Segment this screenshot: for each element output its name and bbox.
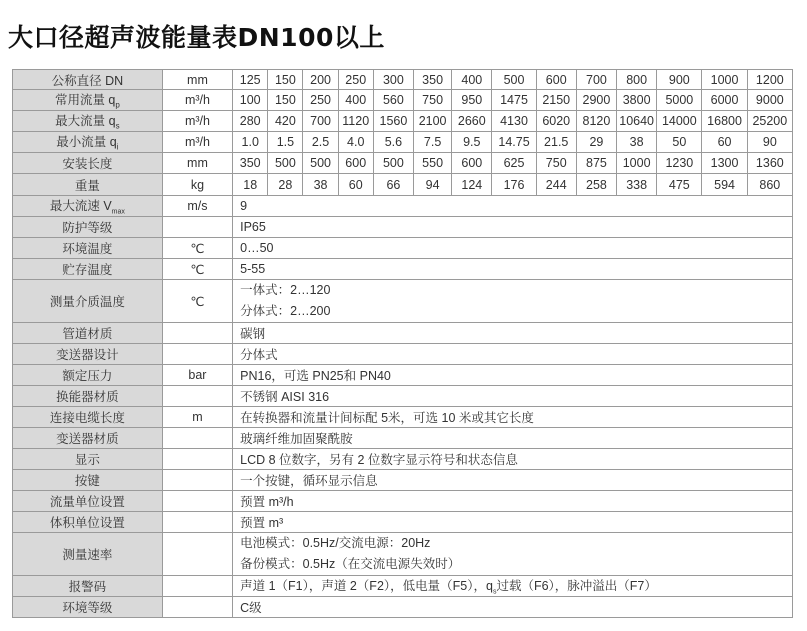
label-text: 环境等级: [62, 601, 113, 615]
value-cell: 950: [452, 90, 492, 111]
table-row: [13, 491, 793, 512]
label-text: 最大流量 q: [55, 114, 116, 129]
value-cell: 750: [414, 90, 452, 111]
value-cell: 4.0: [338, 132, 373, 153]
value-cell: 9.5: [452, 132, 492, 153]
table-row: [13, 407, 793, 428]
row-label: [13, 238, 163, 259]
label-subscript: i: [116, 142, 119, 152]
info-value-cell: [233, 280, 793, 323]
unit-cell: bar: [162, 365, 232, 386]
unit-cell: kg: [162, 174, 232, 196]
value-cell: 700: [576, 70, 616, 90]
row-label: [13, 449, 163, 470]
value-line: 电池模式：0.5Hz/交流电源：20Hz: [240, 536, 431, 550]
label-subscript: max: [111, 208, 125, 216]
label-text: 显示: [74, 453, 100, 467]
table-row: [13, 153, 793, 174]
value-cell: 10640: [617, 111, 657, 132]
value-cell: 2150: [536, 90, 576, 111]
value-cell: 150: [268, 70, 303, 90]
value-cell: 860: [747, 174, 792, 196]
value-cell: 7.5: [414, 132, 452, 153]
unit-cell: ℃: [162, 280, 232, 323]
table-row: [13, 533, 793, 576]
unit-cell: m/s: [162, 196, 232, 217]
unit-cell: [162, 386, 232, 407]
row-label: [13, 174, 163, 196]
table-row: [13, 470, 793, 491]
value-cell: 600: [452, 153, 492, 174]
table-row: [13, 174, 793, 196]
value-cell: 420: [268, 111, 303, 132]
unit-cell: m: [162, 407, 232, 428]
row-label: [13, 111, 163, 132]
value-cell: 1.5: [268, 132, 303, 153]
unit-cell: [162, 323, 232, 344]
info-value-cell: 在转换器和流量计间标配 5米，可选 10 米或其它长度: [233, 407, 793, 428]
value-cell: 400: [338, 90, 373, 111]
value-cell: 625: [492, 153, 536, 174]
row-label: [13, 280, 163, 323]
value-cell: 475: [657, 174, 702, 196]
label-text: 管道材质: [62, 327, 113, 341]
table-row: [13, 323, 793, 344]
info-value-cell: 玻璃纤维加固聚酰胺: [233, 428, 793, 449]
value-cell: 500: [268, 153, 303, 174]
label-text: 变送器材质: [56, 432, 119, 446]
unit-cell: m³/h: [162, 90, 232, 111]
table-row: [13, 512, 793, 533]
info-value-cell: [233, 533, 793, 576]
value-cell: 600: [536, 70, 576, 90]
unit-cell: mm: [162, 70, 232, 90]
label-text: 公称直径 DN: [51, 73, 124, 88]
label-text: 环境温度: [62, 242, 113, 256]
info-value-cell: IP65: [233, 217, 793, 238]
row-label: [13, 90, 163, 111]
value-cell: 350: [414, 70, 452, 90]
row-label: [13, 259, 163, 280]
value-cell: 350: [233, 153, 268, 174]
row-label: [13, 470, 163, 491]
label-text: 防护等级: [62, 221, 113, 235]
table-row: [13, 576, 793, 597]
value-cell: 100: [233, 90, 268, 111]
table-row: [13, 386, 793, 407]
value-cell: 600: [338, 153, 373, 174]
label-text: 流量单位设置: [49, 495, 125, 509]
value-cell: 1230: [657, 153, 702, 174]
value-cell: 500: [492, 70, 536, 90]
value-line: 分体式：2…200: [240, 304, 331, 318]
value-cell: 50: [657, 132, 702, 153]
value-cell: 60: [702, 132, 747, 153]
value-cell: 9000: [747, 90, 792, 111]
label-text: 额定压力: [62, 369, 113, 383]
table-row: [13, 259, 793, 280]
table-row: [13, 111, 793, 132]
row-label: [13, 196, 163, 217]
table-row: [13, 196, 793, 217]
value-cell: 29: [576, 132, 616, 153]
value-cell: 2900: [576, 90, 616, 111]
table-row: [13, 449, 793, 470]
value-cell: 1000: [617, 153, 657, 174]
label-subscript: s: [115, 121, 120, 131]
info-value-cell: LCD 8 位数字，另有 2 位数字显示符号和状态信息: [233, 449, 793, 470]
info-value-cell: C级: [233, 597, 793, 618]
value-cell: 560: [373, 90, 413, 111]
label-text: 按键: [74, 474, 100, 488]
value-cell: 1300: [702, 153, 747, 174]
unit-cell: [162, 470, 232, 491]
unit-cell: mm: [162, 153, 232, 174]
value-cell: 250: [303, 90, 338, 111]
value-cell: 38: [303, 174, 338, 196]
value-cell: 60: [338, 174, 373, 196]
value-cell: 700: [303, 111, 338, 132]
value-cell: 1.0: [233, 132, 268, 153]
row-label: [13, 323, 163, 344]
unit-cell: [162, 597, 232, 618]
value-cell: 1200: [747, 70, 792, 90]
info-value-cell: 碳钢: [233, 323, 793, 344]
value-line: 备份模式：0.5Hz（在交流电源失效时）: [240, 557, 461, 571]
label-subscript: p: [115, 100, 120, 110]
value-cell: 124: [452, 174, 492, 196]
value-cell: 338: [617, 174, 657, 196]
value-cell: 176: [492, 174, 536, 196]
spec-table: [12, 69, 793, 618]
alarm-subscript: s: [492, 588, 497, 596]
unit-cell: m³/h: [162, 132, 232, 153]
unit-cell: [162, 217, 232, 238]
info-value-cell: 0…50: [233, 238, 793, 259]
value-cell: 300: [373, 70, 413, 90]
value-cell: 258: [576, 174, 616, 196]
row-label: [13, 70, 163, 90]
row-label: [13, 512, 163, 533]
row-label: [13, 386, 163, 407]
unit-cell: ℃: [162, 259, 232, 280]
value-cell: 875: [576, 153, 616, 174]
value-cell: 2100: [414, 111, 452, 132]
info-value-cell: [233, 576, 793, 597]
table-row: [13, 280, 793, 323]
row-label: [13, 576, 163, 597]
value-line: 一体式：2…120: [240, 283, 331, 297]
unit-cell: [162, 449, 232, 470]
value-cell: 6000: [702, 90, 747, 111]
value-cell: 4130: [492, 111, 536, 132]
value-cell: 500: [373, 153, 413, 174]
label-text: 安装长度: [62, 157, 113, 171]
label-text: 报警码: [68, 580, 107, 594]
table-row: [13, 344, 793, 365]
value-cell: 1560: [373, 111, 413, 132]
value-cell: 1120: [338, 111, 373, 132]
info-value-cell: 预置 m³: [233, 512, 793, 533]
alarm-text: 声道 1（F1），声道 2（F2），低电量（F5），q: [240, 579, 493, 594]
label-text: 贮存温度: [62, 263, 113, 277]
row-label: [13, 344, 163, 365]
unit-cell: [162, 512, 232, 533]
value-cell: 500: [303, 153, 338, 174]
value-cell: 900: [657, 70, 702, 90]
value-cell: 3800: [617, 90, 657, 111]
value-cell: 16800: [702, 111, 747, 132]
label-text: 测量速率: [62, 548, 113, 562]
value-cell: 594: [702, 174, 747, 196]
value-cell: 150: [268, 90, 303, 111]
value-cell: 8120: [576, 111, 616, 132]
info-value-cell: 9: [233, 196, 793, 217]
value-cell: 2.5: [303, 132, 338, 153]
table-row: [13, 238, 793, 259]
row-label: [13, 153, 163, 174]
value-cell: 18: [233, 174, 268, 196]
info-value-cell: 不锈钢 AISI 316: [233, 386, 793, 407]
value-cell: 250: [338, 70, 373, 90]
value-cell: 38: [617, 132, 657, 153]
alarm-text: 过载（F6），脉冲溢出（F7）: [496, 579, 657, 594]
value-cell: 244: [536, 174, 576, 196]
row-label: [13, 365, 163, 386]
unit-cell: [162, 533, 232, 576]
value-cell: 25200: [747, 111, 792, 132]
table-row: [13, 365, 793, 386]
table-row: [13, 597, 793, 618]
unit-cell: ℃: [162, 238, 232, 259]
value-cell: 550: [414, 153, 452, 174]
value-cell: 1000: [702, 70, 747, 90]
info-value-cell: 一个按键，循环显示信息: [233, 470, 793, 491]
value-cell: 400: [452, 70, 492, 90]
row-label: [13, 533, 163, 576]
table-row: [13, 90, 793, 111]
value-cell: 94: [414, 174, 452, 196]
value-cell: 750: [536, 153, 576, 174]
unit-cell: m³/h: [162, 111, 232, 132]
unit-cell: [162, 428, 232, 449]
label-text: 变送器设计: [56, 348, 119, 362]
value-cell: 125: [233, 70, 268, 90]
unit-cell: [162, 491, 232, 512]
label-text: 换能器材质: [56, 390, 119, 404]
value-cell: 90: [747, 132, 792, 153]
value-cell: 280: [233, 111, 268, 132]
label-text: 连接电缆长度: [49, 411, 125, 425]
unit-cell: [162, 344, 232, 365]
value-cell: 1360: [747, 153, 792, 174]
info-value-cell: 5-55: [233, 259, 793, 280]
value-cell: 5000: [657, 90, 702, 111]
row-label: [13, 217, 163, 238]
value-cell: 21.5: [536, 132, 576, 153]
table-row: [13, 217, 793, 238]
table-row: [13, 70, 793, 90]
value-cell: 200: [303, 70, 338, 90]
table-row: [13, 132, 793, 153]
label-text: 最小流量 q: [56, 135, 117, 150]
page-title: 大口径超声波能量表DN100以上: [8, 23, 385, 52]
label-text: 重量: [74, 178, 100, 193]
row-label: [13, 597, 163, 618]
unit-cell: [162, 576, 232, 597]
value-cell: 14.75: [492, 132, 536, 153]
table-row: [13, 428, 793, 449]
row-label: [13, 407, 163, 428]
row-label: [13, 491, 163, 512]
info-value-cell: PN16，可选 PN25和 PN40: [233, 365, 793, 386]
value-cell: 2660: [452, 111, 492, 132]
value-cell: 800: [617, 70, 657, 90]
row-label: [13, 132, 163, 153]
row-label: [13, 428, 163, 449]
value-cell: 28: [268, 174, 303, 196]
value-cell: 5.6: [373, 132, 413, 153]
label-text: 最大流速 V: [49, 199, 112, 214]
label-text: 常用流量 q: [54, 93, 116, 108]
value-cell: 14000: [657, 111, 702, 132]
label-text: 体积单位设置: [49, 516, 125, 530]
info-value-cell: 分体式: [233, 344, 793, 365]
value-cell: 1475: [492, 90, 536, 111]
value-cell: 6020: [536, 111, 576, 132]
label-text: 测量介质温度: [49, 295, 125, 309]
info-value-cell: 预置 m³/h: [233, 491, 793, 512]
value-cell: 66: [373, 174, 413, 196]
